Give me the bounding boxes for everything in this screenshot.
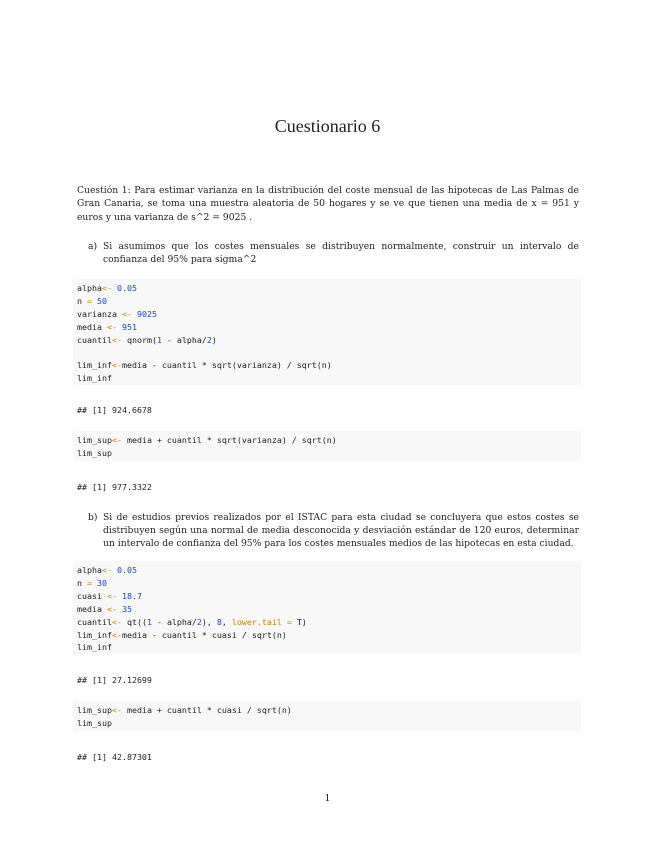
item-a: [88, 240, 579, 266]
code-block-3: [73, 561, 581, 654]
code-token: cuasi: [77, 590, 107, 601]
code-token: <-: [121, 308, 132, 319]
code-token: n: [77, 295, 87, 306]
code-token: <-: [101, 565, 112, 575]
code-token: lim_inf: [77, 642, 112, 653]
code-token: lim_sup: [77, 447, 112, 458]
code-token: media + cuantil * sqrt(varianza) / sqrt(n): [121, 435, 337, 445]
code-token: lim_sup: [77, 435, 112, 445]
code-token: lim_sup: [77, 717, 112, 728]
code-token: media + cuantil * cuasi / sqrt(n): [121, 705, 292, 715]
code-token: <-: [111, 705, 122, 715]
item-a-label: a): [88, 241, 98, 252]
code-token: alpha: [77, 565, 102, 575]
code-token: media: [77, 321, 107, 332]
code-token: =: [87, 577, 92, 588]
code-token: 1: [156, 334, 162, 345]
item-b: [88, 511, 579, 551]
code-token: - alpha/: [161, 334, 207, 345]
output-1: ## [1] 924.6678: [77, 405, 152, 415]
document-title: Cuestionario 6: [274, 116, 381, 136]
question-1-text: Cuestión 1: Para estimar varianza en la distribución del coste mensual de las hipotecas de Las Palmas de Gran Canaria, se toma una muestra aleatoria de 50 hogares y se ve que tienen una media de x = 951 y euros y una varianza de s^2 = 9025 .: [77, 185, 579, 223]
code-token: ),: [201, 616, 217, 627]
code-token: - alpha/: [151, 616, 197, 627]
code-token: <-: [111, 629, 122, 640]
code-token: <-: [111, 334, 122, 345]
code-token: 8: [216, 616, 222, 627]
code-token: n: [77, 577, 87, 588]
output-2: ## [1] 977.3322: [77, 482, 152, 492]
item-b-label: b): [88, 512, 98, 523]
code-block-1: [73, 279, 581, 385]
output-3: ## [1] 27.12699: [77, 675, 152, 685]
code-token: ,: [221, 616, 232, 627]
code-token: cuantil: [77, 616, 112, 627]
code-token: =: [286, 616, 292, 627]
code-token: media: [77, 603, 107, 614]
code-token: alpha: [77, 283, 102, 293]
code-token: <-: [111, 435, 122, 445]
code-token: lower.tail: [231, 616, 282, 627]
code-token: 1: [146, 616, 152, 627]
code-token: lim_inf: [77, 373, 112, 384]
code-token: 35: [121, 603, 132, 614]
code-token: 0.05: [116, 283, 137, 293]
code-token: 2: [206, 334, 212, 345]
code-token: <-: [106, 590, 117, 601]
code-token: <-: [111, 616, 122, 627]
code-token: 30: [97, 577, 107, 588]
code-token: <-: [106, 321, 117, 332]
code-block-4: [73, 701, 581, 731]
page-number: 1: [324, 793, 331, 804]
code-token: 951: [121, 321, 137, 332]
code-token: <-: [101, 283, 112, 293]
code-token: qnorm(: [121, 334, 157, 345]
code-token: T): [291, 616, 307, 627]
code-token: qt((: [121, 616, 147, 627]
output-4: ## [1] 42.87301: [77, 752, 152, 762]
item-a-text: Si asumimos que los costes mensuales se distribuyen normalmente, construir un intervalo de confianza del 95% para sigma^2: [103, 241, 579, 266]
code-token: 0.05: [116, 565, 137, 575]
code-token: 9025: [136, 308, 157, 319]
code-token: media - cuantil * sqrt(varianza) / sqrt(n): [121, 360, 332, 371]
code-token: ): [211, 334, 217, 345]
code-token: media - cuantil * cuasi / sqrt(n): [121, 629, 287, 640]
code-token: 50: [97, 295, 107, 306]
code-token: varianza: [77, 308, 122, 319]
code-token: =: [87, 295, 92, 306]
code-token: <-: [111, 360, 122, 371]
code-token: 18.7: [121, 590, 142, 601]
code-token: lim_inf: [77, 360, 112, 371]
code-token: lim_sup: [77, 705, 112, 715]
code-token: lim_inf: [77, 629, 112, 640]
code-token: cuantil: [77, 334, 112, 345]
code-token: <-: [106, 603, 117, 614]
code-token: 2: [196, 616, 202, 627]
item-b-text: Si de estudios previos realizados por el ISTAC para esta ciudad se concluyera que estos costes se distribuyen según una normal de media desconocida y desviación estándar de 120 euros, determinar un intervalo de confianza del 95% para los costes mensuales medios de las hipotecas en esta ciudad.: [103, 512, 579, 550]
code-block-2: [73, 431, 581, 461]
